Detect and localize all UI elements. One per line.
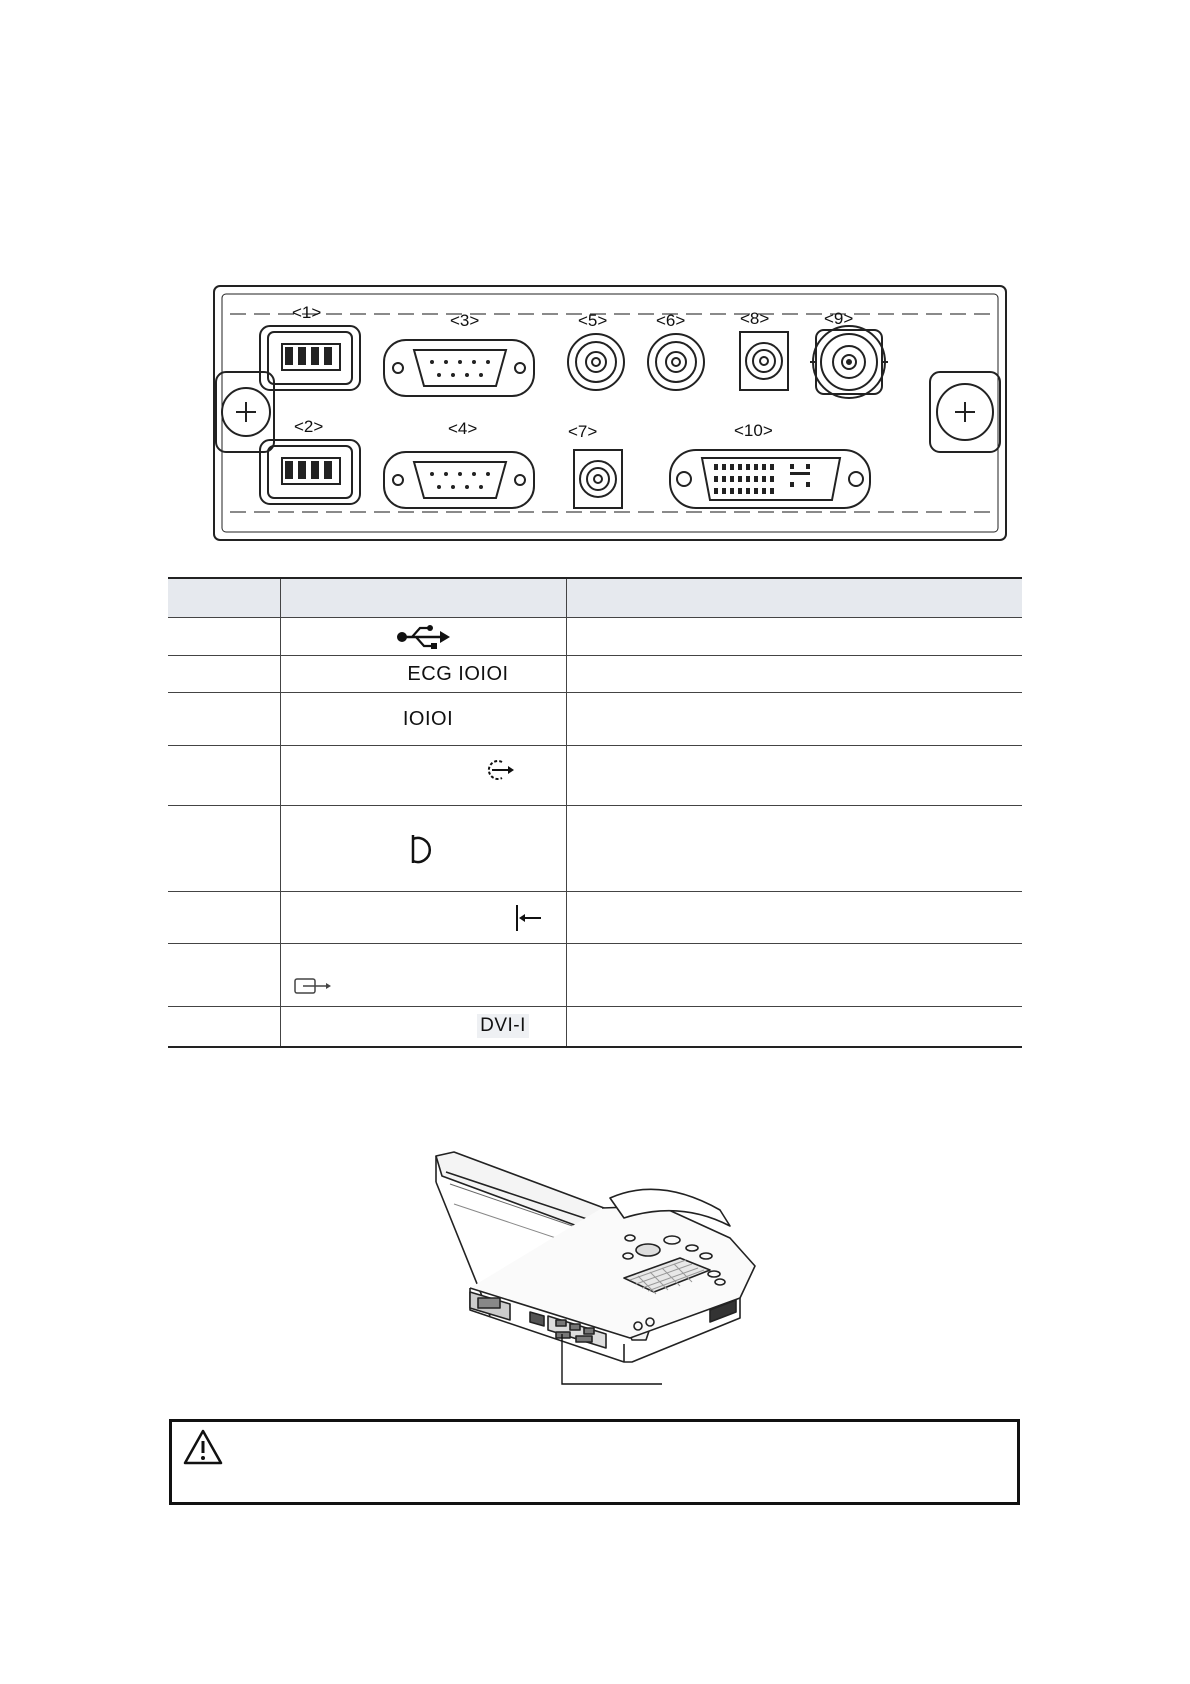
- port-label-9: <9>: [824, 309, 854, 328]
- port-label-2: <2>: [294, 417, 324, 436]
- footswitch-jack-7: [574, 450, 622, 508]
- row-number: [168, 806, 280, 892]
- row-symbol: [280, 944, 566, 1007]
- panel-dashed-guides: [230, 314, 990, 512]
- port-label-3: <3>: [450, 311, 480, 330]
- footswitch-icon: [408, 833, 438, 865]
- io-panel-diagram: [210, 282, 1010, 544]
- left-screw-icon: [216, 372, 274, 452]
- port-label-8: <8>: [740, 309, 770, 328]
- port-label-4: <4>: [448, 419, 478, 438]
- dvi-symbol: DVI-I: [477, 1014, 529, 1038]
- row-symbol: [280, 1007, 566, 1047]
- dvi-port-10: [670, 450, 870, 508]
- usb-icon: [396, 624, 450, 650]
- warning-box: [169, 1419, 1020, 1505]
- row-description: [566, 806, 1022, 892]
- table-header-row: [168, 578, 1022, 618]
- row-symbol: [280, 892, 566, 944]
- row-number: [168, 746, 280, 806]
- port-label-7: <7>: [568, 422, 598, 441]
- warning-triangle-icon: [182, 1428, 224, 1466]
- usb-port-1: [260, 326, 360, 390]
- usb-port-2: [260, 440, 360, 504]
- table-row: [168, 806, 1022, 892]
- bnc-video-port-9: [810, 326, 888, 398]
- row-description: [566, 892, 1022, 944]
- table-row: [168, 892, 1022, 944]
- panel-outline: [214, 286, 1006, 540]
- row-description: [566, 656, 1022, 693]
- row-symbol: [280, 618, 566, 656]
- table-row: [168, 656, 1022, 693]
- row-number: [168, 1007, 280, 1047]
- table-row: [168, 746, 1022, 806]
- row-description: [566, 693, 1022, 746]
- row-number: [168, 944, 280, 1007]
- port-label-1: <1>: [292, 303, 322, 322]
- table-row: [168, 1007, 1022, 1047]
- port-symbol-table: [168, 577, 1022, 1048]
- row-number: [168, 892, 280, 944]
- row-description: [566, 746, 1022, 806]
- column-header-symbol: [280, 578, 566, 618]
- row-number: [168, 656, 280, 693]
- remote-jack-8: [740, 332, 788, 390]
- column-header-description: [566, 578, 1022, 618]
- row-number: [168, 618, 280, 656]
- ultrasound-system-illustration: [410, 1148, 770, 1396]
- ecg-serial-symbol: ECG IOIOI: [407, 662, 509, 685]
- port-label-10: <10>: [734, 421, 773, 440]
- table-row: [168, 693, 1022, 746]
- table-row: [168, 618, 1022, 656]
- row-symbol: [280, 656, 566, 693]
- video-output-icon: [293, 976, 333, 996]
- row-symbol: [280, 693, 566, 746]
- port-label-6: <6>: [656, 311, 686, 330]
- right-screw-icon: [930, 372, 1000, 452]
- row-symbol: [280, 746, 566, 806]
- row-description: [566, 618, 1022, 656]
- serial-port-symbol: IOIOI: [402, 707, 454, 730]
- audio-jack-6: [648, 334, 704, 390]
- serial-port-4: [384, 452, 534, 508]
- row-symbol: [280, 806, 566, 892]
- port-label-5: <5>: [578, 311, 608, 330]
- audio-jack-5: [568, 334, 624, 390]
- remote-output-icon: [480, 756, 516, 784]
- row-number: [168, 693, 280, 746]
- video-input-icon: [513, 903, 543, 933]
- row-description: [566, 944, 1022, 1007]
- serial-port-3: [384, 340, 534, 396]
- row-description: [566, 1007, 1022, 1047]
- table-row: [168, 944, 1022, 1007]
- column-header-no: [168, 578, 280, 618]
